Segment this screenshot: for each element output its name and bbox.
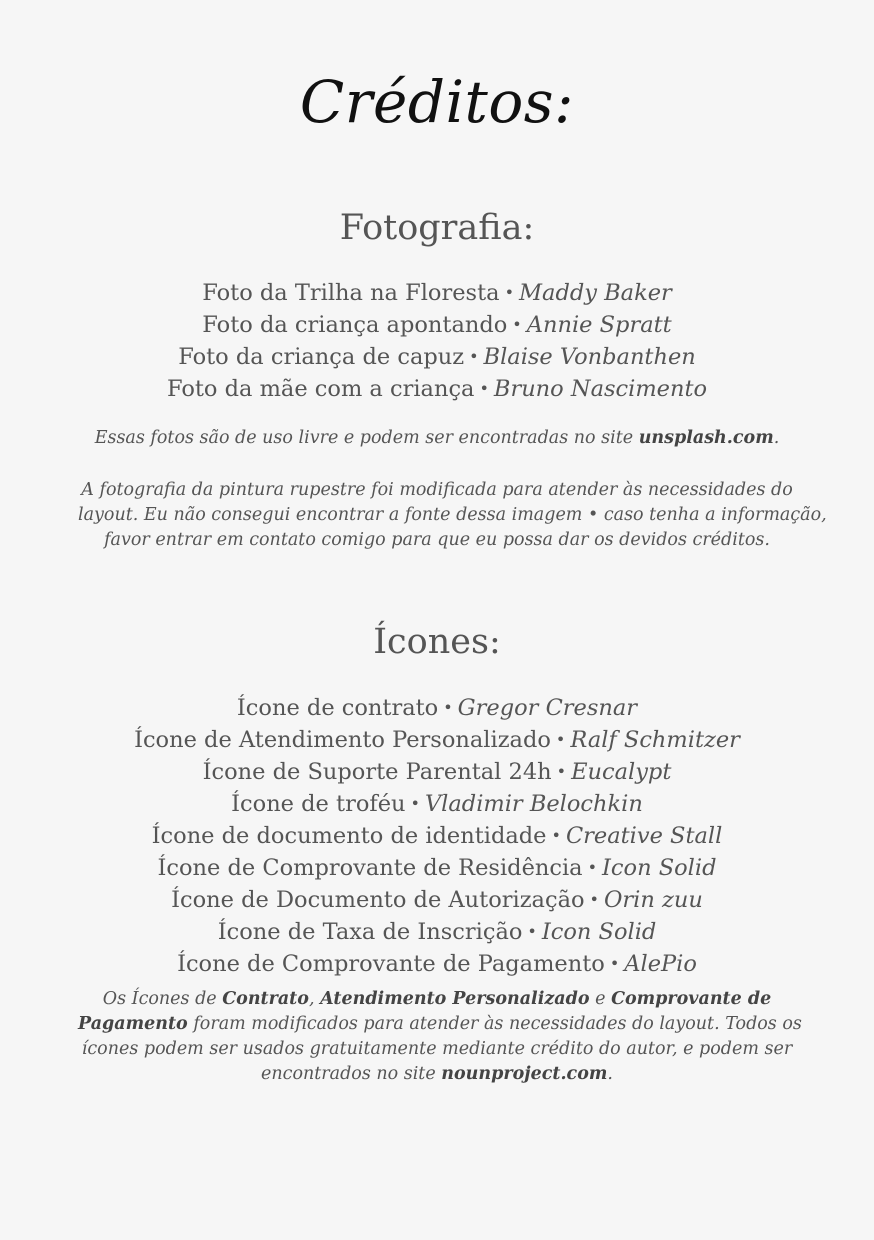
icon-credit-item [0,853,874,885]
credit-item-name: Foto da criança de capuz [178,344,465,370]
bullet-separator: • [589,890,599,909]
unsplash-note-text: Essas fotos são de uso livre e podem ser encontradas no site [94,428,634,448]
bullet-separator: • [551,826,561,845]
nounproject-site: nounproject.com [441,1064,608,1084]
credit-author: Orin zuu [603,887,703,913]
icons-credit-list [0,693,874,981]
photo-credit-item [0,310,874,342]
icons-note-text: . [607,1064,613,1084]
icon-credit-item [0,789,874,821]
credit-author: Gregor Cresnar [457,695,638,721]
bullet-separator: • [527,922,537,941]
credit-author: Bruno Nascimento [493,376,708,402]
credit-author: Creative Stall [565,823,723,849]
credit-author: Annie Spratt [526,312,672,338]
icon-credit-item [0,885,874,917]
credit-item-name: Foto da criança apontando [202,312,508,338]
photo-credit-item [0,374,874,406]
rock-painting-note-line: favor entrar em contato comigo para que eu possa dar os devidos créditos. [104,530,770,550]
credit-author: Ralf Schmitzer [570,727,740,753]
credit-item-name: Ícone de Atendimento Personalizado [134,727,551,753]
icons-note-line [78,1062,796,1087]
unsplash-note [60,426,814,451]
credit-author: AlePio [624,951,697,977]
icons-note-line [78,1012,802,1037]
photography-credit-list [0,278,874,406]
icons-note-text: encontrados no site [261,1064,436,1084]
photography-heading: Fotografia: [339,208,535,248]
icon-credit-item [0,917,874,949]
credit-item-name: Ícone de troféu [231,791,406,817]
rock-painting-note-line: layout. Eu não consegui encontrar a fonte dessa imagem • caso tenha a informação, [78,505,827,525]
bullet-separator: • [443,698,453,717]
credit-item-name: Ícone de Suporte Parental 24h [202,759,552,785]
icons-note-bold: Contrato [222,989,309,1009]
icons-heading: Ícones: [373,622,501,662]
unsplash-note-end: . [773,428,780,448]
icons-note-bold: Pagamento [78,1014,188,1034]
credit-author: Icon Solid [602,855,717,881]
photo-credit-item [0,278,874,310]
icon-credit-item [0,821,874,853]
page-title: Créditos: [299,68,575,136]
icon-credit-item [0,757,874,789]
icons-note-text: foram modificados para atender às necessidades do layout. Todos os [193,1014,802,1034]
credit-item-name: Foto da mãe com a criança [166,376,475,402]
icons-note [78,987,802,1087]
credit-author: Vladimir Belochkin [424,791,643,817]
credit-item-name: Ícone de Taxa de Inscrição [217,919,523,945]
bullet-separator: • [555,730,566,749]
credit-item-name: Ícone de Comprovante de Pagamento [177,951,605,977]
rock-painting-note [78,478,827,553]
bullet-separator: • [410,794,420,813]
icons-note-bold: Comprovante de [611,989,772,1009]
bullet-separator: • [609,954,620,973]
bullet-separator: • [479,379,489,398]
icons-note-bold: Atendimento Personalizado [320,989,590,1009]
credit-item-name: Ícone de Comprovante de Residência [157,855,583,881]
bullet-separator: • [587,858,598,877]
photo-credit-item [0,342,874,374]
bullet-separator: • [469,347,479,366]
credit-item-name: Ícone de contrato [236,695,439,721]
icons-note-text: Os Ícones de [102,989,217,1009]
icons-note-line: ícones podem ser usados gratuitamente mediante crédito do autor, e podem ser [81,1039,793,1059]
credit-author: Eucalypt [571,759,672,785]
bullet-separator: • [512,315,522,334]
credit-item-name: Ícone de documento de identidade [151,823,547,849]
unsplash-site: unsplash.com [638,428,774,448]
icon-credit-item [0,693,874,725]
credit-item-name: Foto da Trilha na Floresta [202,280,500,306]
credit-author: Maddy Baker [519,280,672,306]
bullet-separator: • [504,283,514,302]
icon-credit-item [0,949,874,981]
credit-author: Icon Solid [541,919,657,945]
icons-note-line [78,987,796,1012]
rock-painting-note-line: A fotografia da pintura rupestre foi modificada para atender às necessidades do [81,480,793,500]
bullet-separator: • [556,762,567,781]
icon-credit-item [0,725,874,757]
icons-note-text: e [595,989,606,1009]
icons-note-text: , [308,989,315,1009]
credit-author: Blaise Vonbanthen [483,344,696,370]
credit-item-name: Ícone de Documento de Autorização [171,887,585,913]
